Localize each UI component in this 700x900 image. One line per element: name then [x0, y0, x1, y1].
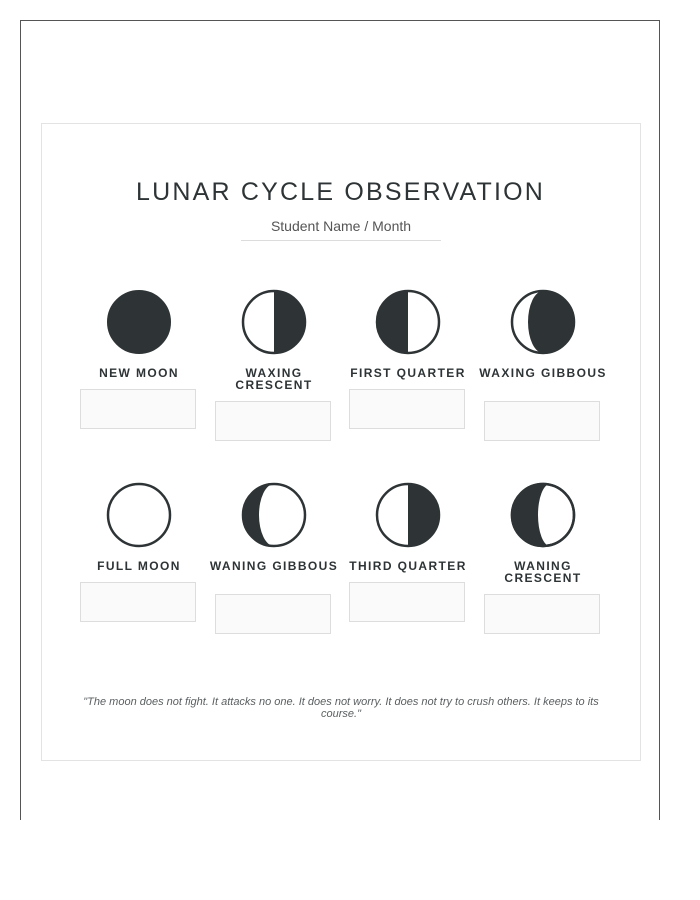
- phase-label: THIRD QUARTER: [349, 559, 467, 573]
- phase-label: WAXING GIBBOUS: [479, 366, 607, 380]
- observation-box[interactable]: [215, 401, 331, 441]
- first-quarter-icon: [375, 289, 441, 355]
- observation-box[interactable]: [349, 582, 465, 622]
- waning-crescent-icon: [510, 482, 576, 548]
- observation-box[interactable]: [215, 594, 331, 634]
- phase-label: NEW MOON: [99, 366, 179, 380]
- waning-gibbous-icon: [241, 482, 307, 548]
- observation-box[interactable]: [349, 389, 465, 429]
- waxing-gibbous-icon: [510, 289, 576, 355]
- phase-label: WANING GIBBOUS: [209, 559, 339, 573]
- phase-label: WANING CRESCENT: [504, 559, 582, 585]
- phase-label: FULL MOON: [97, 559, 181, 573]
- observation-box[interactable]: [484, 594, 600, 634]
- phase-label: FIRST QUARTER: [350, 366, 466, 380]
- observation-box[interactable]: [80, 389, 196, 429]
- full-moon-icon: [106, 482, 172, 548]
- observation-box[interactable]: [80, 582, 196, 622]
- page-title: LUNAR CYCLE OBSERVATION: [135, 178, 546, 206]
- footer-quote: "The moon does not fight. It attacks no one. It does not worry. It does not try to crush others. It keeps to its course.": [83, 696, 599, 720]
- student-name-label: Student Name / Month: [270, 218, 412, 234]
- waxing-crescent-icon: [241, 289, 307, 355]
- phase-label: WAXING CRESCENT: [235, 366, 313, 392]
- observation-box[interactable]: [484, 401, 600, 441]
- new-moon-icon: [106, 289, 172, 355]
- third-quarter-icon: [375, 482, 441, 548]
- student-name-field[interactable]: [241, 218, 441, 241]
